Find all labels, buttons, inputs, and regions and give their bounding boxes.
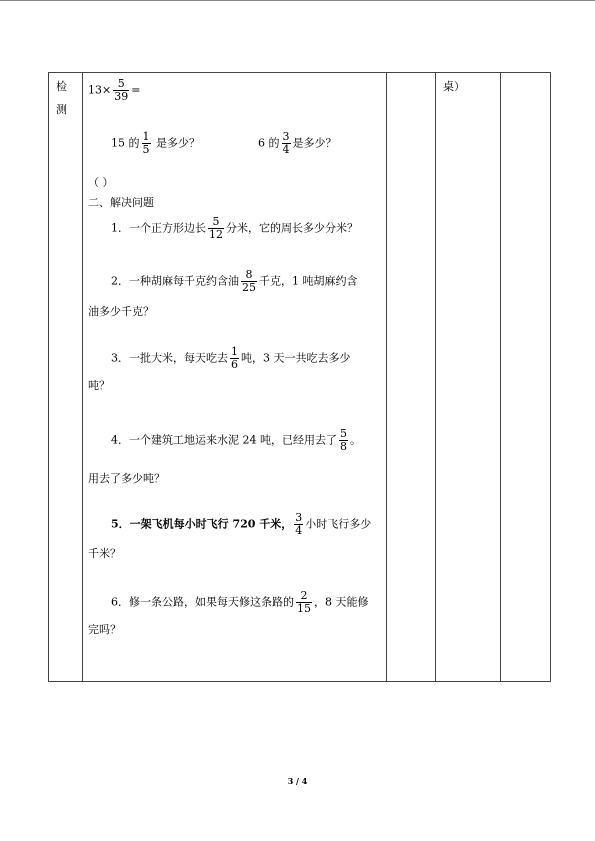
- fraction-8-25: $\frac{8}{25}$: [242, 268, 256, 294]
- table-border-left: [48, 72, 49, 682]
- question-6-of: 6 的 $\frac{3}{4}$ 是多少？: [258, 130, 337, 156]
- problem-3-cont: 吨？: [88, 379, 110, 392]
- problem-2: 2．一种胡麻每千克约含油 $\frac{8}{25}$ 千克，1 吨胡麻约含: [111, 268, 358, 294]
- table-bottom-border: [48, 681, 550, 682]
- answer-parentheses: （ ）: [88, 176, 114, 189]
- table-border-col1: [82, 72, 83, 682]
- fraction-3-4: $\frac{3}{4}$: [282, 130, 290, 156]
- problem-4: 4．一个建筑工地运来水泥 24 吨，已经用去了 $\frac{5}{8}$ 。: [111, 427, 361, 453]
- problem-5-cont: 千米？: [88, 547, 121, 560]
- problem-4-cont: 用去了多少吨？: [88, 472, 165, 485]
- page-number: 3 / 4: [287, 776, 308, 786]
- fraction-5-39: $\frac{5}{39}$: [114, 77, 129, 103]
- right-cell-text: 桌）: [443, 80, 465, 93]
- row-label-1: 检: [56, 80, 67, 93]
- fraction-2-15: $\frac{2}{15}$: [297, 589, 311, 615]
- fraction-3-4-b: $\frac{3}{4}$: [295, 511, 303, 537]
- fraction-1-6: $\frac{1}{6}$: [231, 345, 238, 371]
- table-border-col2: [386, 72, 387, 682]
- problem-6-cont: 完吗？: [88, 623, 121, 636]
- table-border-col3: [435, 72, 436, 682]
- top-rule: [0, 0, 595, 1]
- expression-line: 13× $\frac{5}{39}$ =: [88, 77, 141, 103]
- fraction-5-12: $\frac{5}{12}$: [209, 215, 223, 241]
- problem-5: 5．一架飞机每小时飞行 720 千米， $\frac{3}{4}$ 小时飞行多少: [111, 511, 372, 537]
- problem-2-cont: 油多少千克？: [88, 305, 154, 318]
- section-heading: 二、解决问题: [88, 196, 154, 209]
- problem-3: 3．一批大米，每天吃去 $\frac{1}{6}$ 吨，3 天一共吃去多少: [111, 345, 351, 371]
- table-border-col4: [500, 72, 501, 682]
- table-top-border: [48, 72, 550, 73]
- fraction-5-8: $\frac{5}{8}$: [340, 427, 347, 453]
- problem-1: 1．一个正方形边长 $\frac{5}{12}$ 分米，它的周长多少分米？: [111, 215, 358, 241]
- table-border-right: [550, 72, 551, 682]
- problem-6: 6．修一条公路，如果每天修这条路的 $\frac{2}{15}$ ，8 天能修: [111, 589, 369, 615]
- question-15-of: 15 的 $\frac{1}{5}$ 是多少？: [111, 130, 200, 156]
- row-label-2: 测: [56, 103, 67, 116]
- fraction-1-5: $\frac{1}{5}$: [142, 130, 150, 156]
